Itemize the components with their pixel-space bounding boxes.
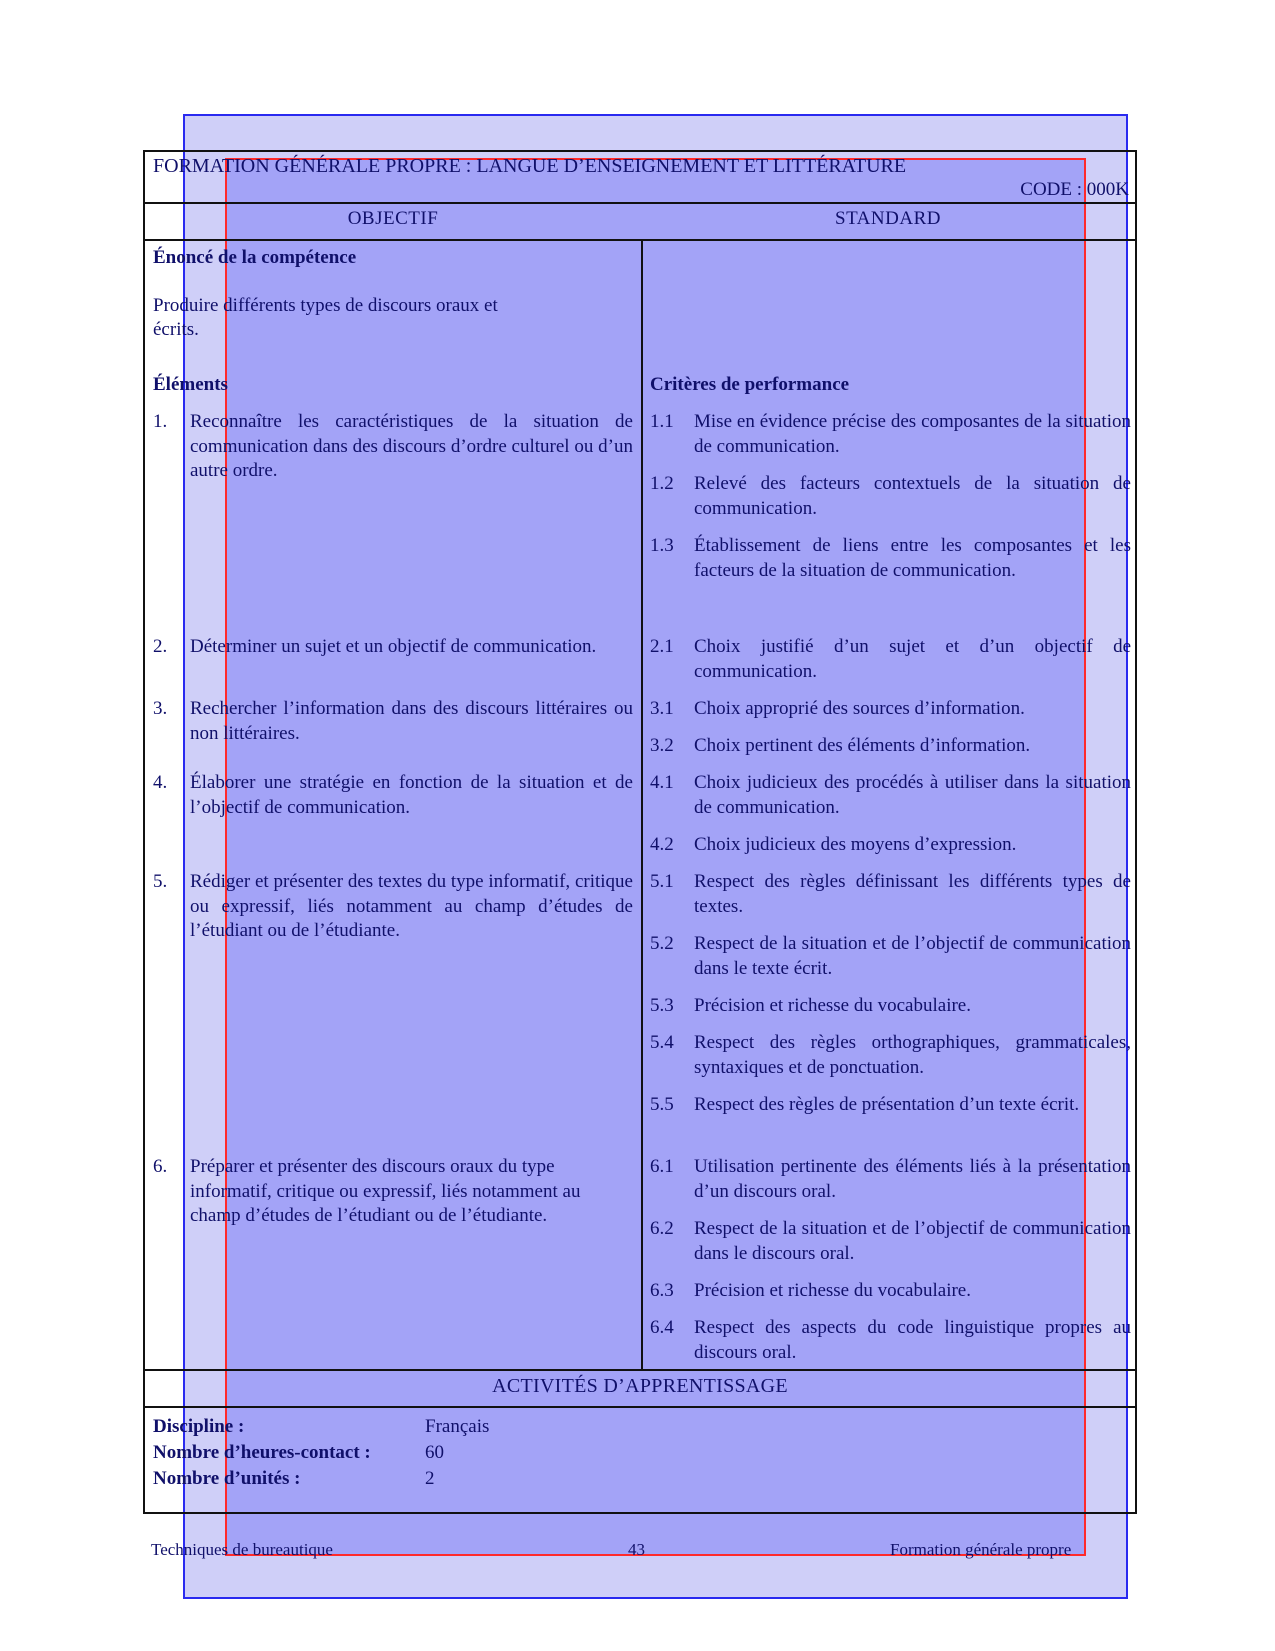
document-header [145,152,1135,204]
criterion-text: Relevé des facteurs contextuels de la situation de communication. [694,473,1131,519]
units-label: Nombre d’unités : [153,1468,301,1489]
discipline-value: Français [425,1416,490,1437]
element-text: Rechercher l’information dans des discours littéraires ou non littéraires. [190,698,633,744]
criterion-text: Choix judicieux des procédés à utiliser dans la situation de communication. [694,772,1131,818]
element-text: Élaborer une stratégie en fonction de la situation et de l’objectif de communication. [190,772,633,818]
criterion-number: 4.1 [650,772,674,793]
criterion-text: Mise en évidence précise des composantes de la situation de communication. [694,411,1131,457]
criterion-number: 5.4 [650,1032,674,1053]
competence-text-line1: Produire différents types de discours oraux et [153,295,498,316]
criterion-number: 5.2 [650,933,674,954]
criteria-heading: Critères de performance [650,374,850,395]
activities-heading: ACTIVITÉS D’APPRENTISSAGE [492,1375,788,1397]
elements-heading: Éléments [153,374,228,395]
element-number: 3. [153,698,168,719]
criterion-text: Respect des règles orthographiques, grammaticales, syntaxiques et de ponctuation. [694,1032,1131,1078]
criterion-number: 1.3 [650,535,674,556]
competency-code: CODE : 000K [1020,179,1129,200]
element-text: Déterminer un sujet et un objectif de communication. [190,636,597,657]
criterion-number: 1.1 [650,411,674,432]
element-number: 5. [153,871,168,892]
element-text: Rédiger et présenter des textes du type informatif, critique ou expressif, liés notamment au champ d’études de l’étudiant ou de l’étudiante. [190,871,633,941]
criterion-number: 5.3 [650,995,674,1016]
criterion-text: Précision et richesse du vocabulaire. [694,995,971,1016]
footer-program-name: Techniques de bureautique [151,1540,333,1559]
criterion-text: Établissement de liens entre les composantes et les facteurs de la situation de communication. [694,535,1131,581]
competency-document [143,150,1137,1514]
criterion-number: 3.2 [650,735,674,756]
criterion-number: 5.1 [650,871,674,892]
criterion-number: 5.5 [650,1094,674,1115]
competence-text-line2: écrits. [153,319,199,340]
criterion-text: Utilisation pertinente des éléments liés à la présentation d’un discours oral. [694,1156,1131,1202]
criterion-number: 2.1 [650,636,674,657]
column-headers [145,202,1135,241]
objectif-column-header: OBJECTIF [347,208,439,229]
criterion-text: Respect de la situation et de l’objectif de communication dans le texte écrit. [694,933,1131,979]
criterion-text: Choix pertinent des éléments d’information. [694,735,1031,756]
element-text: Reconnaître les caractéristiques de la situation de communication dans des discours d’ordre culturel ou d’un autre ordre. [190,411,633,481]
element-number: 1. [153,411,168,432]
footer-section-name: Formation générale propre [890,1540,1072,1559]
criterion-text: Choix judicieux des moyens d’expression. [694,834,1017,855]
criterion-number: 4.2 [650,834,674,855]
element-number: 2. [153,636,168,657]
criterion-text: Respect de la situation et de l’objectif de communication dans le discours oral. [694,1218,1131,1264]
column-divider [641,239,643,1369]
criterion-number: 6.4 [650,1317,674,1338]
criterion-text: Choix justifié d’un sujet et d’un objectif de communication. [694,636,1131,682]
element-number: 4. [153,772,168,793]
criterion-text: Respect des règles de présentation d’un texte écrit. [694,1094,1080,1115]
element-text: Préparer et présenter des discours oraux du type informatif, critique ou expressif, liés notamment au champ d’études de l’étudiant ou de l’étudiante. [190,1156,581,1226]
hours-contact-label: Nombre d’heures-contact : [153,1442,371,1463]
discipline-label: Discipline : [153,1416,245,1437]
standard-column-header: STANDARD [835,208,941,229]
criterion-text: Respect des aspects du code linguistique propres au discours oral. [694,1317,1131,1363]
criterion-number: 1.2 [650,473,674,494]
footer-page-number: 43 [628,1540,645,1559]
criterion-number: 6.2 [650,1218,674,1239]
competence-heading: Énoncé de la compétence [153,247,357,268]
document-title: FORMATION GÉNÉRALE PROPRE : LANGUE D’ENSEIGNEMENT ET LITTÉRATURE [153,155,907,177]
element-number: 6. [153,1156,168,1177]
units-value: 2 [425,1468,435,1489]
criterion-number: 6.3 [650,1280,674,1301]
criterion-text: Choix approprié des sources d’information. [694,698,1025,719]
activities-header [145,1369,1135,1408]
criterion-number: 3.1 [650,698,674,719]
criterion-number: 6.1 [650,1156,674,1177]
hours-contact-value: 60 [425,1442,444,1463]
competency-body [145,239,1135,1371]
criterion-text: Respect des règles définissant les différents types de textes. [694,871,1131,917]
criterion-text: Précision et richesse du vocabulaire. [694,1280,971,1301]
